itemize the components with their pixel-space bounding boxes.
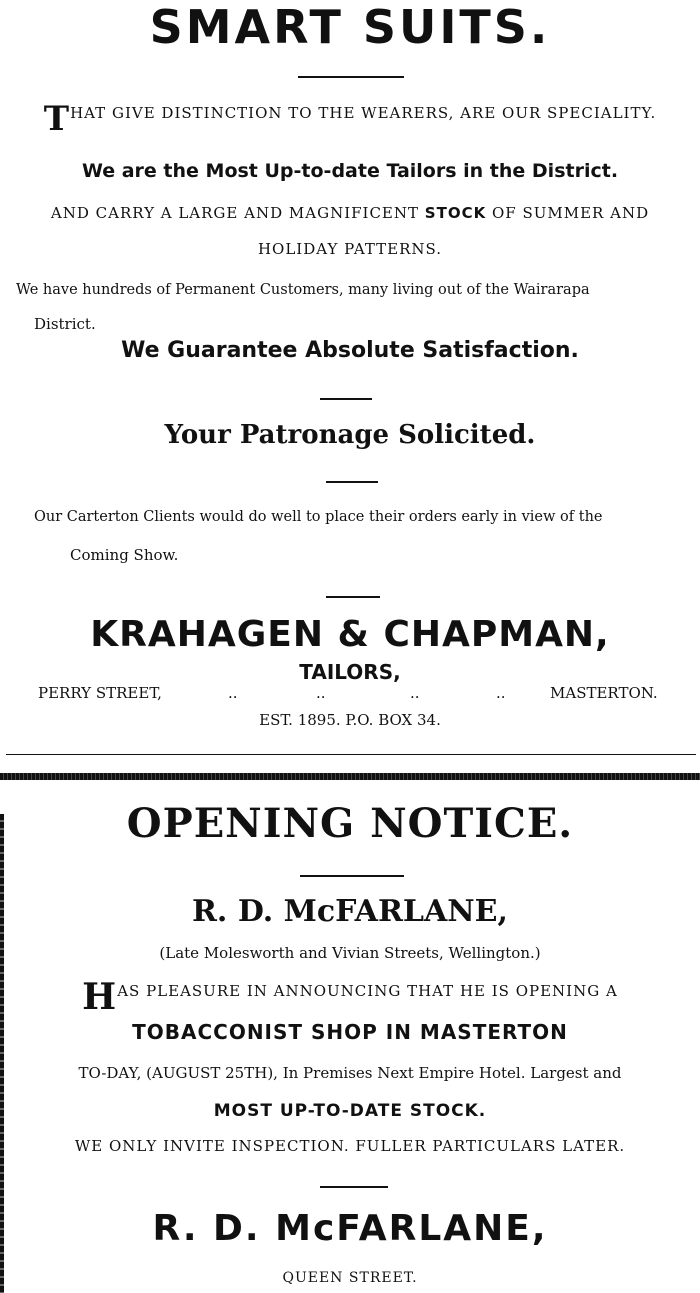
headline-opening-notice: OPENING NOTICE.: [126, 800, 574, 847]
proprietor-name: R. D. McFARLANE,: [192, 894, 508, 929]
announce-text: AS PLEASURE IN ANNOUNCING THAT HE IS OPENING A: [117, 982, 618, 1000]
carterton-show: Coming Show.: [70, 546, 179, 564]
carterton-line: Our Carterton Clients would do well to place their orders early in view of the: [34, 509, 603, 525]
divider: [326, 596, 380, 598]
signature-name: R. D. McFARLANE,: [152, 1208, 548, 1249]
est-line: EST. 1895. P.O. BOX 34.: [259, 711, 441, 729]
headline-smart-suits: SMART SUITS.: [149, 0, 551, 54]
carry-line: [0, 204, 700, 222]
street: PERRY STREET,: [38, 684, 162, 702]
customers-district: District.: [34, 315, 96, 333]
carry-text-a: AND CARRY A LARGE AND MAGNIFICENT: [50, 204, 420, 222]
divider: [320, 1186, 388, 1188]
leader-dots: ..: [496, 684, 506, 702]
late-address: (Late Molesworth and Vivian Streets, Wellington.): [159, 944, 541, 962]
separator-rule: [6, 754, 696, 755]
firm-name: KRAHAGEN & CHAPMAN,: [90, 614, 610, 655]
divider: [326, 481, 378, 483]
leader-dots: ..: [410, 684, 420, 702]
carry-stock: STOCK: [424, 204, 487, 222]
holiday-line: HOLIDAY PATTERNS.: [257, 240, 443, 258]
divider: [298, 76, 404, 78]
customers-line: We have hundreds of Permanent Customers, many living out of the Wairarapa: [16, 282, 590, 298]
carry-text-b: OF SUMMER AND: [492, 204, 650, 222]
leader-dots: ..: [228, 684, 238, 702]
drop-cap-h: H: [82, 976, 118, 1018]
divider: [320, 398, 372, 400]
town: MASTERTON.: [550, 684, 658, 702]
claim-line: We are the Most Up-to-date Tailors in the District.: [81, 160, 619, 182]
patronage-line: Your Patronage Solicited.: [164, 420, 536, 450]
stock-line: MOST UP-TO-DATE STOCK.: [213, 1101, 487, 1121]
invite-line: WE ONLY INVITE INSPECTION. FULLER PARTICULARS LATER.: [74, 1137, 626, 1155]
queen-street: QUEEN STREET.: [282, 1270, 418, 1286]
intro-line: [0, 99, 700, 139]
drop-cap-t: T: [43, 99, 71, 139]
guarantee-line: We Guarantee Absolute Satisfaction.: [121, 338, 579, 363]
divider: [300, 875, 404, 877]
today-line: TO-DAY, (AUGUST 25TH), In Premises Next Empire Hotel. Largest and: [78, 1064, 622, 1082]
leader-dots: ..: [316, 684, 326, 702]
separator-heavy-rule: [0, 773, 700, 780]
announce-line: [0, 976, 700, 1018]
intro-text: HAT GIVE DISTINCTION TO THE WEARERS, ARE OUR SPECIALITY.: [70, 104, 657, 122]
firm-trade: TAILORS,: [299, 660, 401, 684]
shop-line: TOBACCONIST SHOP IN MASTERTON: [132, 1020, 568, 1044]
